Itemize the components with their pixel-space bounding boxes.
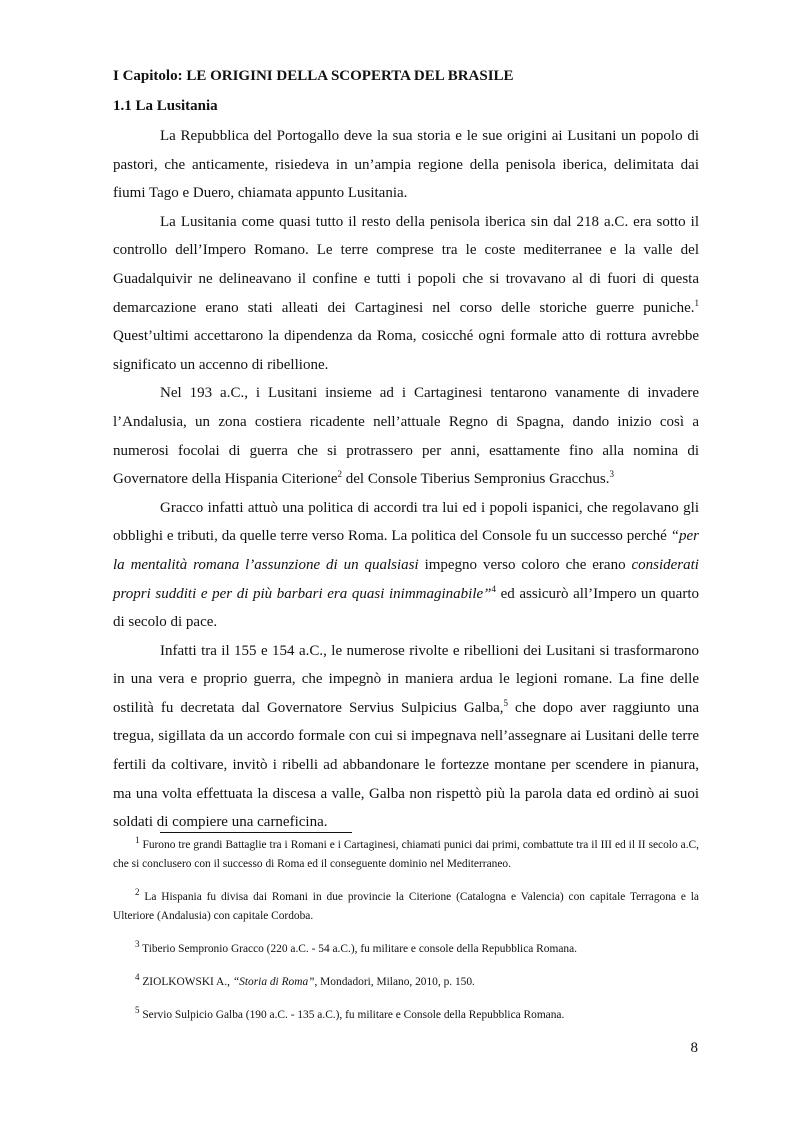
footnote-2-number: 2 [135,887,140,898]
footnote-1-text: Furono tre grandi Battaglie tra i Romani e i Cartaginesi, chiamati punici dai primi, combattute tra il III ed il II secolo a.C, che si conclusero con il successo di Roma ed il conseguente dominio nel Mediterraneo. [113,839,699,870]
paragraph-2-text: La Lusitania come quasi tutto il resto della penisola iberica sin dal 218 a.C. era sotto il controllo dell’Impero Romano. Le terre comprese tra le coste mediterranee e la valle del Guadalquivir ne delineavano il confine e tutti i popoli che si trovavano al di fuori di questa demarcazione erano stati alleati dei Cartaginesi nel corso delle storiche guerre puniche. [113,213,699,316]
footnote-ref-4[interactable]: 4 [491,583,496,594]
paragraph-4-quote-2: considerati propri sudditi e per di più barbari era quasi inimmaginabile” [113,556,699,602]
paragraph-1-text: La Repubblica del Portogallo deve la sua storia e le sue origini ai Lusitani un popolo di pastori, che anticamente, risiedeva in un’ampia regione della penisola iberica, delimitata dai fiumi Tago e Duero, chiamata appunto Lusitania. [113,128,699,202]
paragraph-4-start: Gracco infatti attuò una politica di accordi tra lui ed i popoli ispanici, che regolavano gli obblighi e tributi, da quelle terre verso Roma. La politica del Console fu un successo perché [113,499,699,545]
paragraph-2 [113,208,699,380]
footnote-4-publisher: , Mondadori, Milano, 2010, p. 150. [314,976,475,988]
section-title: 1.1 La Lusitania [113,98,218,114]
paragraph-3 [113,379,699,493]
paragraph-4-mid: impegno verso coloro che erano [418,556,632,573]
footnote-ref-2[interactable]: 2 [337,469,343,480]
footnotes-section [113,836,699,1039]
paragraph-5-text: Infatti tra il 155 e 154 a.C., le numerose rivolte e ribellioni dei Lusitani si trasformarono in una vera e proprio guerra, che impegnò in maniera ardua le legioni romane. La fine delle ostilità fu decretata dal Governatore Servius Sulpicius Galba, [113,642,699,716]
footnote-3-number: 3 [135,939,140,950]
chapter-title: I Capitolo: LE ORIGINI DELLA SCOPERTA DEL BRASILE [113,68,514,84]
footnote-2 [113,888,699,926]
paragraph-1 [113,122,699,208]
footnote-4 [113,973,699,992]
paragraph-5 [113,637,699,837]
paragraph-5-tail: che dopo aver raggiunto una tregua, sigillata da un accordo formale con cui si impegnava nell’assegnare ai Lusitani delle terre fertili da coltivare, invitò i ribelli ad abbandonare le fortezze montane per scendere in pianura, ma una volta effettuata la discesa a valle, Galba non rispettò più la parola data ed ordinò ai suoi soldati di compiere una carneficina. [113,699,699,831]
footnote-4-author: ZIOLKOWSKI A., [139,976,233,988]
page-body [113,64,699,837]
footnote-1-number: 1 [135,835,140,846]
page-number: 8 [690,1040,698,1056]
footnote-1 [113,836,699,874]
paragraph-2-tail: Quest’ultimi accettarono la dipendenza da Roma, cosicché ogni formale atto di rottura avrebbe significato un accenno di ribellione. [113,328,699,373]
footnote-ref-1[interactable]: 1 [694,297,699,308]
footnote-5-text: Servio Sulpicio Galba (190 a.C. - 135 a.C.), fu militare e Console della Repubblica Romana. [139,1009,565,1021]
footnote-ref-3[interactable]: 3 [609,469,615,480]
footnote-5-number: 5 [135,1005,140,1016]
footnote-3 [113,940,699,959]
footnote-5 [113,1006,699,1025]
footnote-4-title: “Storia di Roma” [232,976,315,988]
paragraph-4 [113,494,699,637]
footnote-4-number: 4 [135,972,140,983]
paragraph-3-text: Nel 193 a.C., i Lusitani insieme ad i Cartaginesi tentarono vanamente di invadere l’Andalusia, un zona costiera ricadente nell’attuale Regno di Spagna, dando inizio così a numerosi focolai di guerra che si protrassero per anni, esattamente fino alla nomina di Governatore della Hispania Citerione [113,385,699,488]
footnote-separator [160,832,352,833]
footnote-2-text: La Hispania fu divisa dai Romani in due provincie la Citerione (Catalogna e Valencia) con capitale Terragona e la Ulteriore (Andalusia) con capitale Cordoba. [113,891,699,922]
paragraph-4-quote-1: “per la mentalità romana l’assunzione di un qualsiasi [113,528,699,573]
paragraph-3-mid: del Console Tiberius Sempronius Gracchus. [342,471,610,488]
footnote-ref-5[interactable]: 5 [503,697,508,708]
footnote-3-text: Tiberio Sempronio Gracco (220 a.C. - 54 a.C.), fu militare e console della Repubblica Romana. [139,943,577,955]
paragraph-4-end: ed assicurò all’Impero un quarto di secolo di pace. [113,585,699,631]
